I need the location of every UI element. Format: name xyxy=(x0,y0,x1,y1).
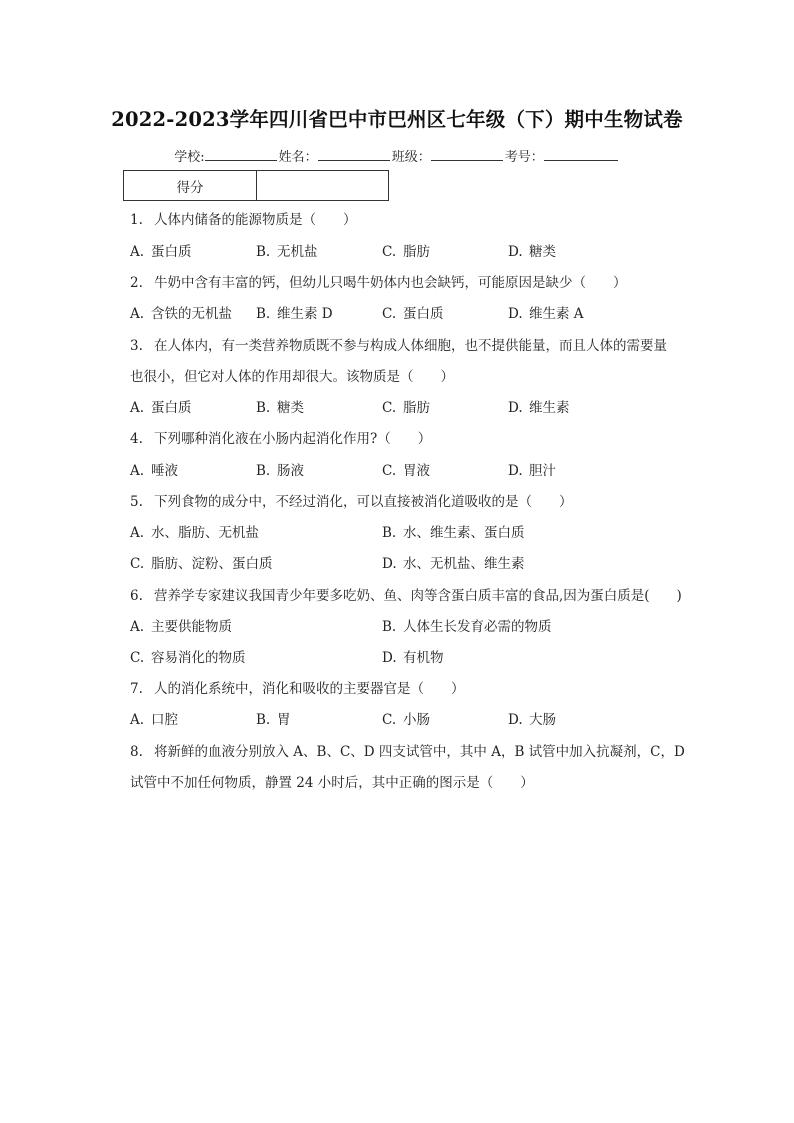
question-1 xyxy=(130,208,357,228)
option-c[interactable]: C. 脂肪 xyxy=(382,244,430,260)
class-label: 班级： xyxy=(391,150,431,165)
name-label: 姓名： xyxy=(278,150,318,165)
option-b[interactable]: B. 胃 xyxy=(256,712,291,728)
question-4 xyxy=(130,427,431,447)
option-a[interactable]: A. 口腔 xyxy=(130,712,178,728)
option-d[interactable]: D. 胆汁 xyxy=(508,463,556,479)
question-number: 1. xyxy=(130,212,143,228)
option-b[interactable]: B. 水、维生素、蛋白质 xyxy=(382,525,525,541)
option-d[interactable]: D. 维生素 xyxy=(508,400,570,416)
question-number: 6. xyxy=(130,588,143,604)
question-text: 营养学专家建议我国青少年要多吃奶、鱼、肉等含蛋白质丰富的食品,因为蛋白质是( ) xyxy=(154,588,682,604)
option-a[interactable]: A. 水、脂肪、无机盐 xyxy=(130,525,259,541)
question-number: 7. xyxy=(130,681,143,697)
question-number: 2. xyxy=(130,275,143,291)
option-a[interactable]: A. 蛋白质 xyxy=(130,400,192,416)
question-number: 5. xyxy=(130,494,143,510)
option-b[interactable]: B. 肠液 xyxy=(256,463,304,479)
question-text: 人体内储备的能源物质是（ ） xyxy=(154,212,357,228)
option-d[interactable]: D. 糖类 xyxy=(508,244,556,260)
option-c[interactable]: C. 小肠 xyxy=(382,712,430,728)
exam-no-label: 考号： xyxy=(504,150,544,165)
option-b[interactable]: B. 维生素 D xyxy=(256,306,333,322)
option-b[interactable]: B. 无机盐 xyxy=(256,244,318,260)
question-text-continued: 试管中不加任何物质，静置 24 小时后，其中正确的图示是（ ） xyxy=(130,775,534,791)
score-value-cell[interactable] xyxy=(257,171,389,201)
question-2 xyxy=(130,271,627,291)
exam-no-blank[interactable] xyxy=(544,148,618,161)
question-text: 将新鲜的血液分别放入 A、B、C、D 四支试管中，其中 A，B 试管中加入抗凝剂，C，D xyxy=(154,744,685,760)
question-6 xyxy=(130,584,682,604)
exam-title: 2022-2023学年四川省巴中市巴州区七年级（下）期中生物试卷 xyxy=(111,108,683,131)
question-number: 8. xyxy=(130,744,143,760)
school-blank[interactable] xyxy=(205,148,277,161)
school-label: 学校: xyxy=(174,150,205,165)
option-a[interactable]: A. 含铁的无机盐 xyxy=(130,306,232,322)
question-text: 人的消化系统中，消化和吸收的主要器官是（ ） xyxy=(154,681,465,697)
class-blank[interactable] xyxy=(431,148,503,161)
question-7 xyxy=(130,677,465,697)
option-c[interactable]: C. 容易消化的物质 xyxy=(130,650,246,666)
question-number: 4. xyxy=(130,431,143,447)
question-5 xyxy=(130,490,573,510)
option-d[interactable]: D. 有机物 xyxy=(382,650,444,666)
score-label: 得分 xyxy=(124,171,257,201)
name-blank[interactable] xyxy=(318,148,390,161)
option-c[interactable]: C. 蛋白质 xyxy=(382,306,444,322)
question-text: 下列哪种消化液在小肠内起消化作用?（ ） xyxy=(154,431,432,447)
option-a[interactable]: A. 主要供能物质 xyxy=(130,619,232,635)
option-b[interactable]: B. 人体生长发育必需的物质 xyxy=(382,619,552,635)
question-text: 在人体内，有一类营养物质既不参与构成人体细胞，也不提供能量，而且人体的需要量 xyxy=(154,338,667,354)
option-a[interactable]: A. 蛋白质 xyxy=(130,244,192,260)
question-8 xyxy=(130,740,685,760)
score-table xyxy=(123,170,389,201)
student-info-line xyxy=(0,146,794,165)
question-3 xyxy=(130,334,667,354)
option-c[interactable]: C. 胃液 xyxy=(382,463,430,479)
option-d[interactable]: D. 维生素 A xyxy=(508,306,584,322)
question-text: 下列食物的成分中，不经过消化，可以直接被消化道吸收的是（ ） xyxy=(154,494,573,510)
option-a[interactable]: A. 唾液 xyxy=(130,463,178,479)
question-text: 牛奶中含有丰富的钙，但幼儿只喝牛奶体内也会缺钙，可能原因是缺少（ ） xyxy=(154,275,627,291)
question-number: 3. xyxy=(130,338,143,354)
option-c[interactable]: C. 脂肪 xyxy=(382,400,430,416)
option-d[interactable]: D. 水、无机盐、维生素 xyxy=(382,556,525,572)
option-c[interactable]: C. 脂肪、淀粉、蛋白质 xyxy=(130,556,273,572)
option-b[interactable]: B. 糖类 xyxy=(256,400,304,416)
option-d[interactable]: D. 大肠 xyxy=(508,712,556,728)
question-text-continued: 也很小，但它对人体的作用却很大。该物质是（ ） xyxy=(130,369,454,385)
